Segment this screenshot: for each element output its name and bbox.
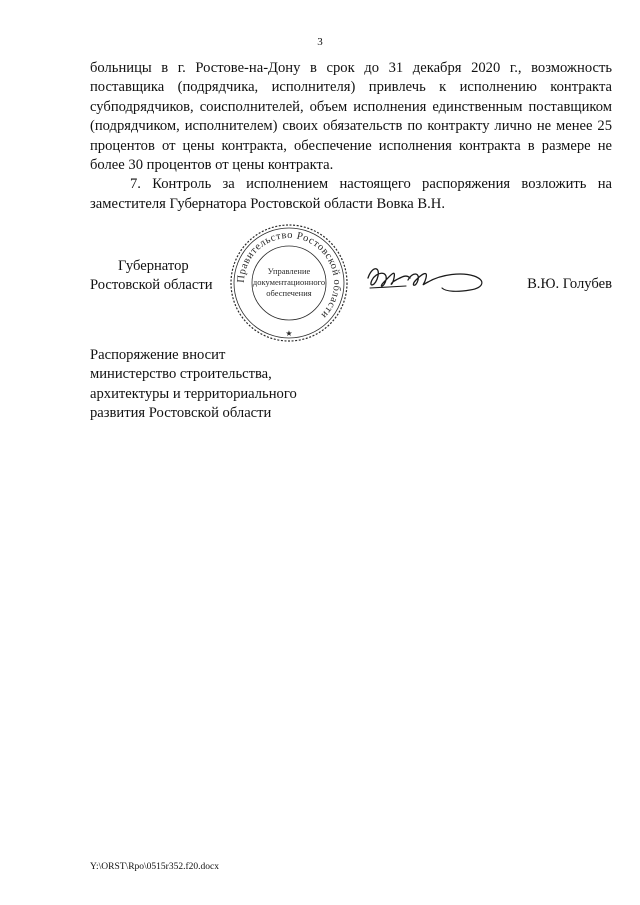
seal-inner-line3: обеспечения <box>266 288 312 298</box>
document-body <box>90 59 612 214</box>
signature-block <box>90 222 612 342</box>
signer-position-line2: Ростовской области <box>90 277 213 294</box>
page-number: 3 <box>317 36 323 48</box>
seal-outer-text: Правительство Ростовской области <box>235 229 343 321</box>
seal-inner-line2: документационного <box>252 277 326 287</box>
submitter-note-line4: развития Ростовской области <box>90 405 272 422</box>
submitter-note-line3: архитектуры и территориального <box>90 385 297 402</box>
seal-star-icon: ★ <box>285 329 293 338</box>
file-path-footer: Y:\ORST\Rpo\0515r352.f20.docx <box>90 862 219 872</box>
handwritten-signature <box>362 258 492 298</box>
signer-position <box>90 257 213 296</box>
seal-inner-line1: Управление <box>267 266 311 276</box>
signer-name: В.Ю. Голубев <box>527 276 612 292</box>
submitter-note <box>90 346 297 424</box>
submitter-note-line2: министерство строительства, <box>90 366 272 383</box>
signer-position-line1: Губернатор <box>118 258 189 274</box>
submitter-note-line1: Распоряжение вносит <box>90 347 226 363</box>
paragraph-item-7: 7. Контроль за исполнением настоящего распоряжения возложить на заместителя Губернатора Ростовской области Вовка В.Н. <box>90 176 612 212</box>
official-seal-stamp <box>228 222 350 344</box>
paragraph-continuation: больницы в г. Ростове-на-Дону в срок до 31 декабря 2020 г., возможность поставщика (подрядчика, исполнителя) привлечь к исполнению контракта субподрядчиков, соисполнителей, объем исполнения единственным поставщиком (подрядчиком, исполнителем) своих обязательств по контракту лично не менее 25 процентов от цены контракта, обеспечение исполнения контракта в размере не более 30 процентов от цены контракта. <box>90 60 612 174</box>
